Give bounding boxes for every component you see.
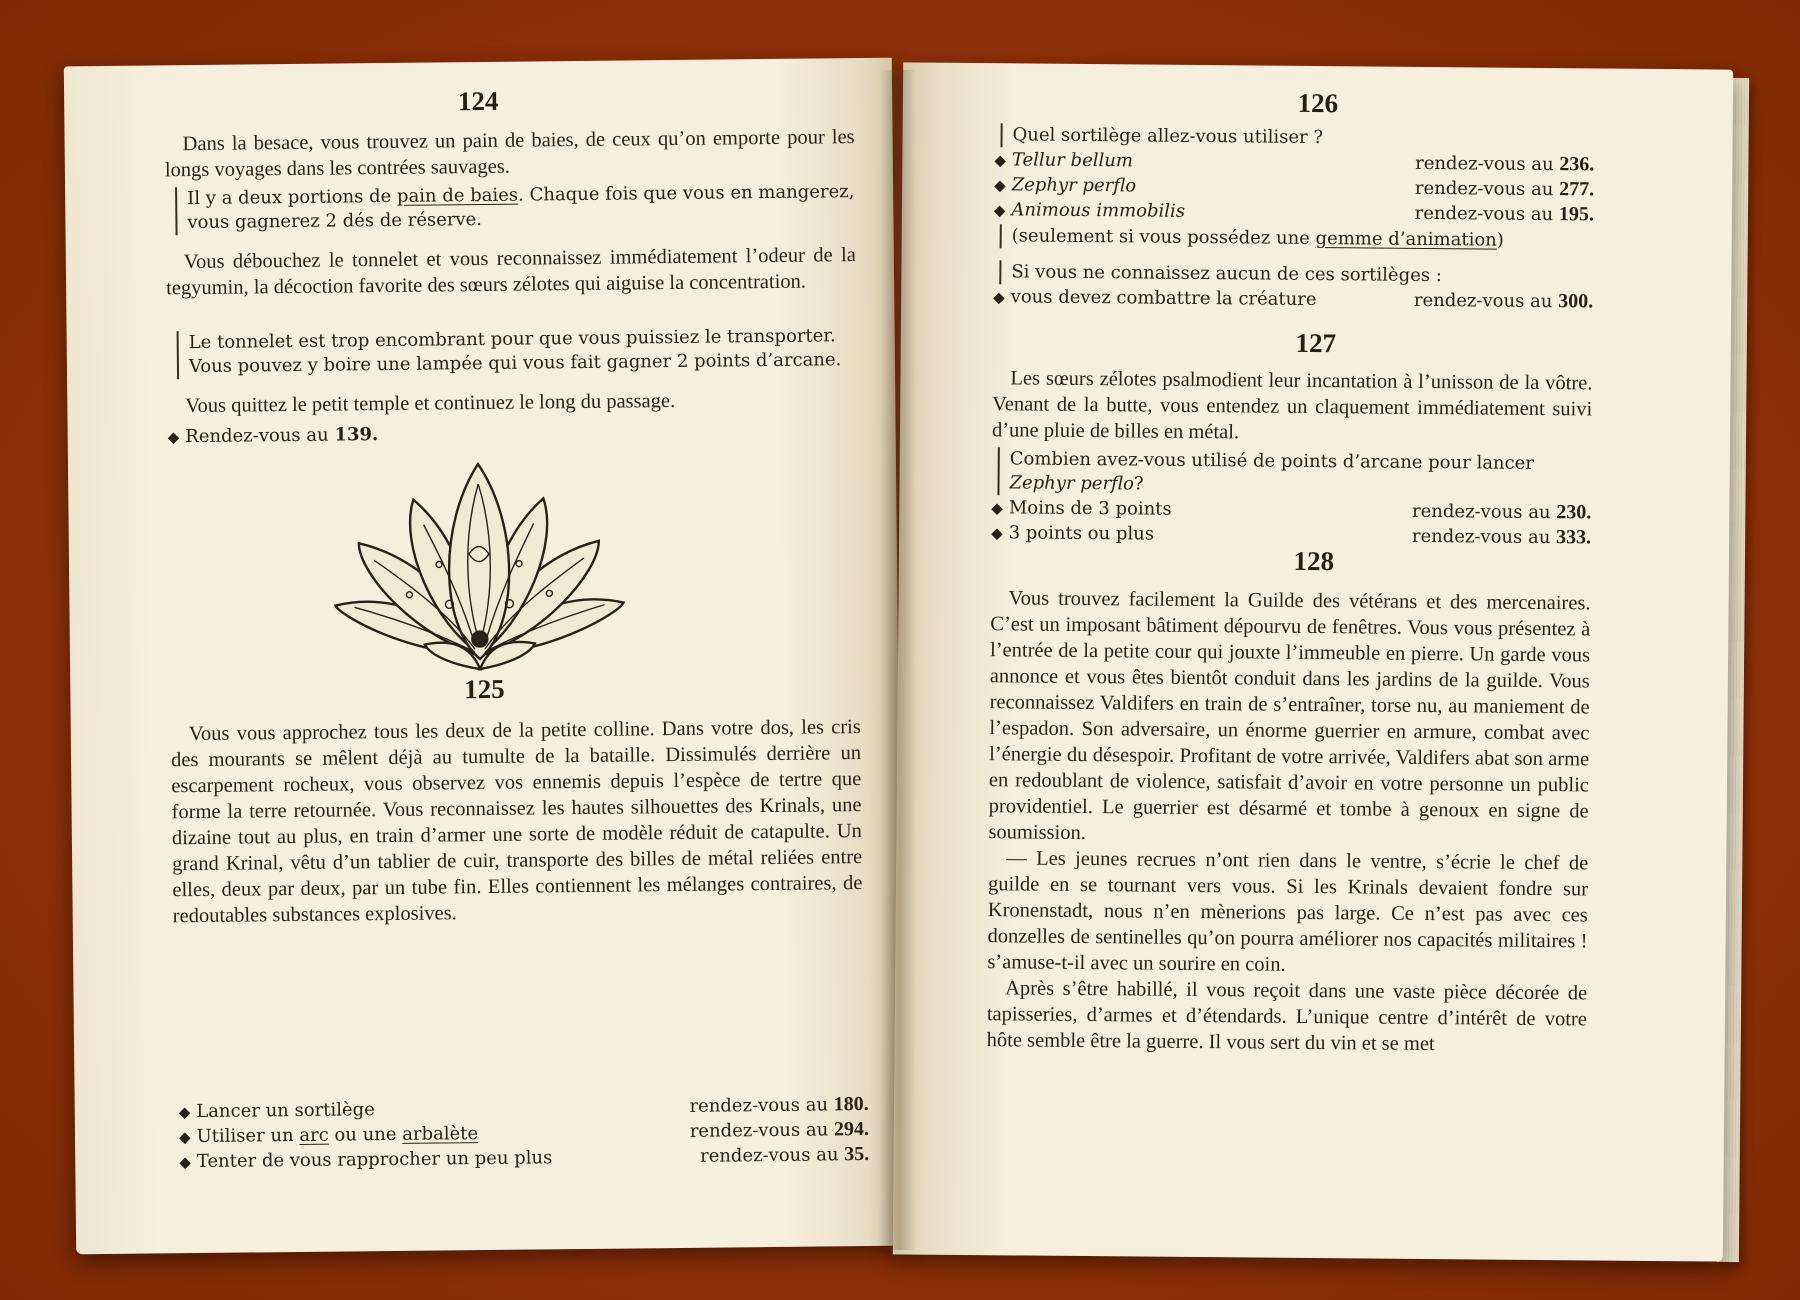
spell-choice-tellur[interactable] [994,147,1594,177]
spell-name: Animous immobilis [1011,199,1186,222]
choice-label: 3 points ou plus [1008,522,1155,545]
goto-label: rendez-vous au [1414,202,1554,226]
goto-number: 294. [833,1117,870,1141]
goto-number: 195. [1558,203,1595,226]
diamond-icon: ◆ [994,151,1006,170]
note-text-b: . Chaque fois que vous en mangerez, vous gagnerez 2 dés de réserve. [187,181,855,234]
choice-moins-3-points[interactable] [991,495,1591,525]
paragraph-128-2: — Les jeunes recrues n’ont rien dans le ventre, s’écrie le chef de guilde en se tournant vers vous. Si les Krinals devaient fondre sur Kronenstadt, nous n’en mènerions pas large. Ce n’est pas avec ces donzelles de sentinelles qu’on pourra améliorer nos capacités militaires ! s’amuse-t-il avec un sourire en coin. [987,847,1589,976]
lotus-illustration [328,452,630,675]
goto-label: rendez-vous au [699,1144,839,1167]
right-page [893,62,1733,1261]
goto-number: 277. [1559,178,1595,201]
diamond-icon: ◆ [167,428,180,447]
choice-goto [1414,288,1593,315]
goto-number: 333. [1556,526,1592,549]
choice-goto [1415,151,1594,178]
question-sortilege: Quel sortilège allez-vous utiliser ? [1000,123,1594,152]
choice-goto [689,1092,868,1119]
paragraph-127-1: Les sœurs zélotes psalmodient leur incantation à l’unisson de la vôtre. Venant de la butte, vous entendez un claquement immédiatement suivi d’une pluie de billes en métal. [991,367,1593,444]
paragraph-128-3: Après s’être habillé, il vous reçoit dans une vaste pièce décorée de tapisseries, d’armes et d’étendards. L’unique centre d’intérêt de votre hôte semble être la guerre. Il vous sert du vin et se met [986,977,1588,1056]
goto-label: rendez-vous au [1415,152,1554,176]
choice-goto [690,1117,869,1144]
goto-choice-139[interactable] [168,423,379,449]
note-tonnelet: Le tonnelet est trop encombrant pour que vous puissiez le transporter. Vous pouvez y boire une lampée qui vous fait gagner 2 points d’arcane. [177,324,859,379]
choice-label: Tenter de vous rapprocher un peu plus [196,1147,553,1173]
choice-goto [1412,499,1591,526]
choice-label: Utiliser un [196,1124,300,1148]
diamond-icon: ◆ [179,1153,191,1172]
paragraph-124-3: Vous quittez le petit temple et continuez le long du passage. [185,389,676,418]
spell-choice-animous[interactable] [994,197,1594,227]
section-number-127: 127 [1295,327,1337,359]
diamond-icon: ◆ [178,1128,191,1147]
section-number-125: 125 [463,673,505,705]
block-126 [993,123,1595,314]
goto-label: rendez-vous au [1414,177,1554,201]
condition-text-b: ) [1496,229,1504,251]
choice-label-mid: ou une [328,1123,403,1146]
choice-label: Lancer un sortilège [196,1099,375,1123]
item-link-gemme-animation: gemme d’animation [1315,228,1497,251]
goto-number: 230. [1556,501,1592,524]
diamond-icon: ◆ [991,499,1003,518]
diamond-icon: ◆ [178,1103,191,1122]
note-text-a: Il y a deux portions de [187,185,398,210]
choices-125 [179,1092,870,1174]
goto-label: rendez-vous au [1411,525,1551,549]
diamond-icon: ◆ [991,524,1003,543]
section-number-126: 126 [1297,87,1339,119]
goto-number: 139. [334,424,379,446]
diamond-icon: ◆ [994,176,1006,195]
left-page [64,58,904,1255]
diamond-icon: ◆ [993,288,1005,307]
question-mark: ? [1133,473,1144,495]
condition-text-a: (seulement si vous possédez une [1011,225,1316,250]
goto-number: 300. [1558,290,1594,313]
choice-label: vous devez combattre la créature [1010,286,1317,311]
spell-choice-zephyr[interactable] [994,172,1594,202]
diamond-icon: ◆ [993,201,1006,220]
paragraph-124-1: Dans la besace, vous trouvez un pain de baies, de ceux qu’on emporte pour les longs voyages dans les contrées sauvages. [164,126,855,182]
item-link-arbalete: arbalète [402,1123,479,1145]
goto-label: rendez-vous au [689,1119,829,1142]
choice-combattre[interactable] [993,284,1593,314]
spell-name: Zephyr perflo [1011,174,1137,197]
paragraph-125-1: Vous vous approchez tous les deux de la petite colline. Dans votre dos, les cris des mourants se mêlent déjà au tumulte de la bataille. Dissimulés derrière un escarpement rocheux, vous observez vos ennemis depuis l’espèce de tertre que forme la terre retournée. Vous reconnaissez les hautes silhouettes des Krinals, une dizaine tout au plus, en train d’armer une sorte de modèle réduit de catapulte. Un grand Krinal, vêtu d’un tablier de cuir, transporte des billes de métal reliées entre elles, deux par deux, par un tube fin. Elles contiennent les mélanges contraires, de redoutables substances explosives. [170,716,863,928]
question-text: Combien avez-vous utilisé de points d’arcane pour lancer [1009,448,1535,474]
item-link-pain-de-baies: pain de baies [396,184,519,207]
condition-gemme [1000,224,1594,253]
section-number-128: 128 [1293,545,1335,577]
paragraph-124-2: Vous débouchez le tonnelet et vous reconnaissez immédiatement l’odeur de la tegyumin, la décoction favorite des sœurs zélotes qui aiguise la concentration. [166,244,856,300]
block-127-choices [991,447,1592,550]
paragraph-128-1: Vous trouvez facilement la Guilde des vétérans et des mercenaires. C’est un imposant bâtiment dépourvu de fenêtres. Vous vous présentez à l’entrée de la petite cour qui jouxte l’immeuble en pierre. Un garde vous annonce et vous êtes bientôt conduit dans les jardins de la guilde. Vous reconnaissez Valdifers en train de s’entraîner, torse nu, au maniement de l’espadon. Son adversaire, un énorme guerrier en armure, combat avec l’énergie du désespoir. Profitant de votre arrivée, Valdifers abat son arme en redoublant de violence, satisfait d’avoir en votre personne un public providentiel. Le guerrier est désarmé et tombe à genoux en signe de soumission. [988,587,1591,845]
goto-label: rendez-vous au [1413,289,1553,313]
choice-label: Moins de 3 points [1008,497,1172,520]
goto-label: rendez-vous au [1412,500,1551,524]
question-points-arcane [997,447,1591,500]
spell-name: Zephyr perflo [1009,472,1135,495]
spell-name: Tellur bellum [1011,149,1134,172]
choice-goto [1415,201,1594,228]
goto-label: rendez-vous au [689,1094,829,1117]
goto-number: 35. [844,1142,870,1166]
goto-label: Rendez-vous au [185,424,329,448]
choice-goto [700,1142,869,1169]
note-pain-de-baies [175,180,857,235]
goto-number: 236. [1559,153,1595,176]
question-aucun-sortilege: Si vous ne connaissez aucun de ces sortilèges : [999,260,1593,289]
item-link-arc: arc [299,1124,329,1146]
section-number-124: 124 [457,85,499,117]
choice-goto [1415,176,1594,203]
goto-number: 180. [833,1092,869,1116]
